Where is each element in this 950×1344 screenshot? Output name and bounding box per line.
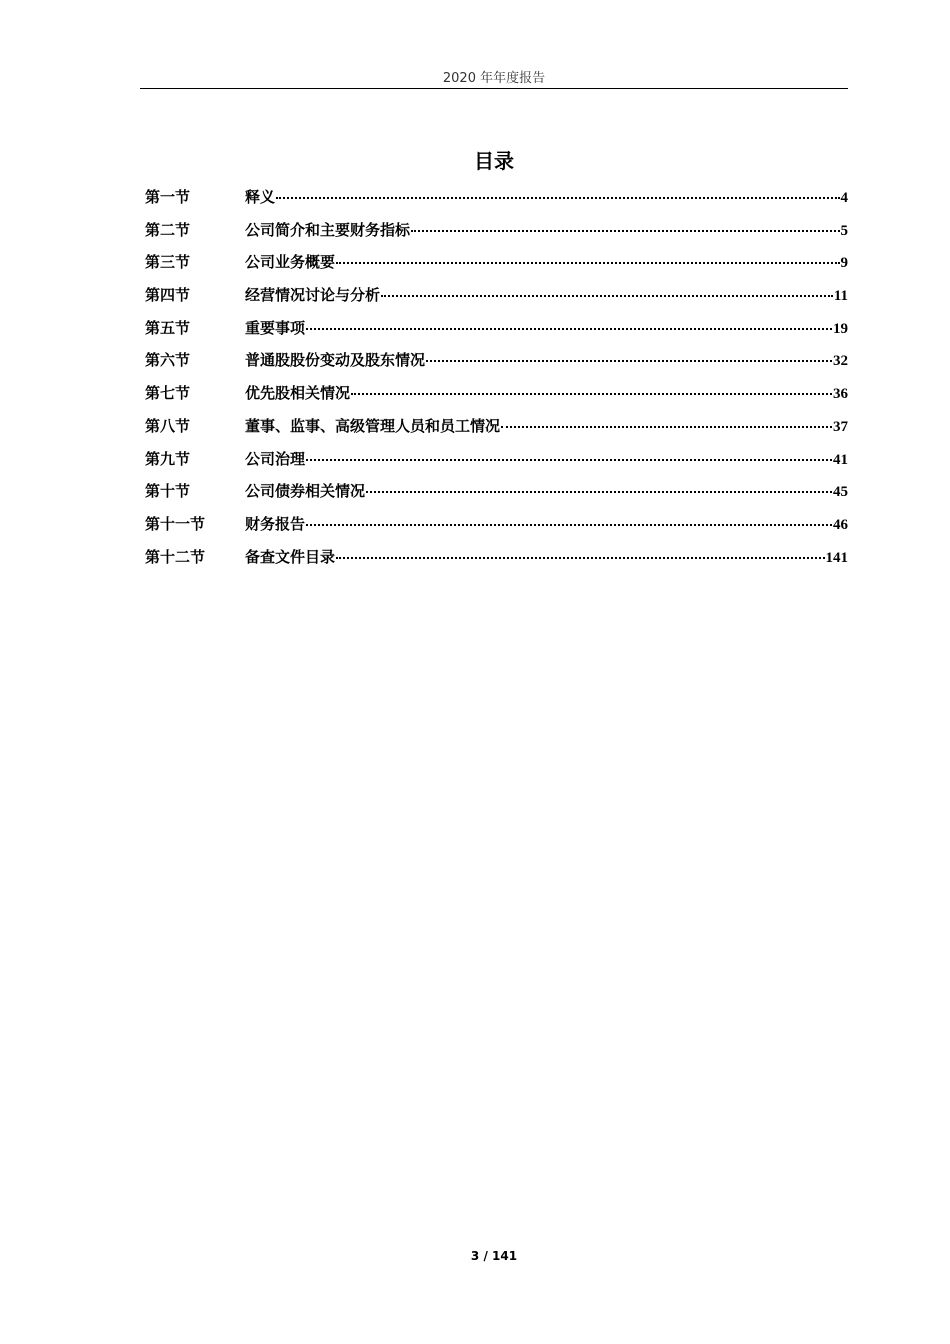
toc-entry[interactable] xyxy=(145,284,848,317)
toc-section-number: 第十二节 xyxy=(145,547,206,566)
toc-section-name: 财务报告 xyxy=(245,514,306,533)
toc-section-name: 董事、监事、高级管理人员和员工情况 xyxy=(245,416,501,435)
toc-section-name: 备查文件目录 xyxy=(245,547,336,566)
toc-section-number: 第三节 xyxy=(145,253,191,272)
toc-leader-dots xyxy=(366,491,832,493)
toc-leader-dots xyxy=(501,426,832,428)
toc-section-name: 优先股相关情况 xyxy=(245,384,351,403)
toc-leader-dots xyxy=(381,295,833,297)
toc-entry[interactable] xyxy=(145,251,848,284)
toc-section-number: 第二节 xyxy=(145,220,191,239)
toc-section-name: 重要事项 xyxy=(245,318,306,337)
toc-page-number: 32 xyxy=(833,353,848,370)
table-of-contents xyxy=(145,186,848,578)
toc-section-name: 经营情况讨论与分析 xyxy=(245,286,381,305)
toc-entry[interactable] xyxy=(145,186,848,219)
toc-entry[interactable] xyxy=(145,382,848,415)
toc-page-number: 9 xyxy=(840,255,848,272)
toc-entry[interactable] xyxy=(145,546,848,579)
toc-leader-dots xyxy=(336,557,824,559)
report-header-title: 2020 年年度报告 xyxy=(442,71,546,86)
toc-section-number: 第九节 xyxy=(145,449,191,468)
toc-section-number: 第八节 xyxy=(145,416,191,435)
toc-page-number: 37 xyxy=(833,418,848,435)
toc-leader-dots xyxy=(351,393,832,395)
toc-page-number: 11 xyxy=(833,288,848,305)
toc-page-number: 46 xyxy=(833,516,848,533)
toc-leader-dots xyxy=(336,262,839,264)
toc-page-number: 4 xyxy=(840,190,848,206)
toc-page-number: 36 xyxy=(833,386,848,403)
toc-section-number: 第十一节 xyxy=(145,514,206,533)
toc-entry[interactable] xyxy=(145,317,848,350)
toc-page-number: 41 xyxy=(833,451,848,468)
toc-entry[interactable] xyxy=(145,513,848,546)
page-number-footer: 3 / 141 xyxy=(470,1249,518,1263)
header-divider xyxy=(140,88,848,89)
toc-section-number: 第七节 xyxy=(145,384,191,403)
toc-section-number: 第四节 xyxy=(145,286,191,305)
toc-leader-dots xyxy=(426,360,832,362)
toc-page-number: 141 xyxy=(825,549,848,566)
toc-section-number: 第十节 xyxy=(145,482,191,501)
toc-entry[interactable] xyxy=(145,448,848,481)
toc-section-number: 第一节 xyxy=(145,188,191,206)
toc-section-number: 第六节 xyxy=(145,351,191,370)
toc-section-name: 释义 xyxy=(245,188,276,206)
toc-leader-dots xyxy=(306,524,832,526)
toc-leader-dots xyxy=(411,230,839,232)
toc-entry[interactable] xyxy=(145,349,848,382)
toc-entry[interactable] xyxy=(145,219,848,252)
toc-entry[interactable] xyxy=(145,415,848,448)
toc-title: 目录 xyxy=(474,149,514,173)
toc-page-number: 45 xyxy=(833,484,848,501)
toc-page-number: 19 xyxy=(833,320,848,337)
toc-leader-dots xyxy=(306,459,832,461)
toc-section-number: 第五节 xyxy=(145,318,191,337)
toc-leader-dots xyxy=(276,197,839,199)
toc-leader-dots xyxy=(306,328,832,330)
toc-section-name: 公司债券相关情况 xyxy=(245,482,366,501)
toc-section-name: 公司简介和主要财务指标 xyxy=(245,220,411,239)
toc-section-name: 公司治理 xyxy=(245,449,306,468)
toc-entry[interactable] xyxy=(145,480,848,513)
toc-section-name: 普通股股份变动及股东情况 xyxy=(245,351,426,370)
toc-page-number: 5 xyxy=(840,222,848,239)
toc-section-name: 公司业务概要 xyxy=(245,253,336,272)
